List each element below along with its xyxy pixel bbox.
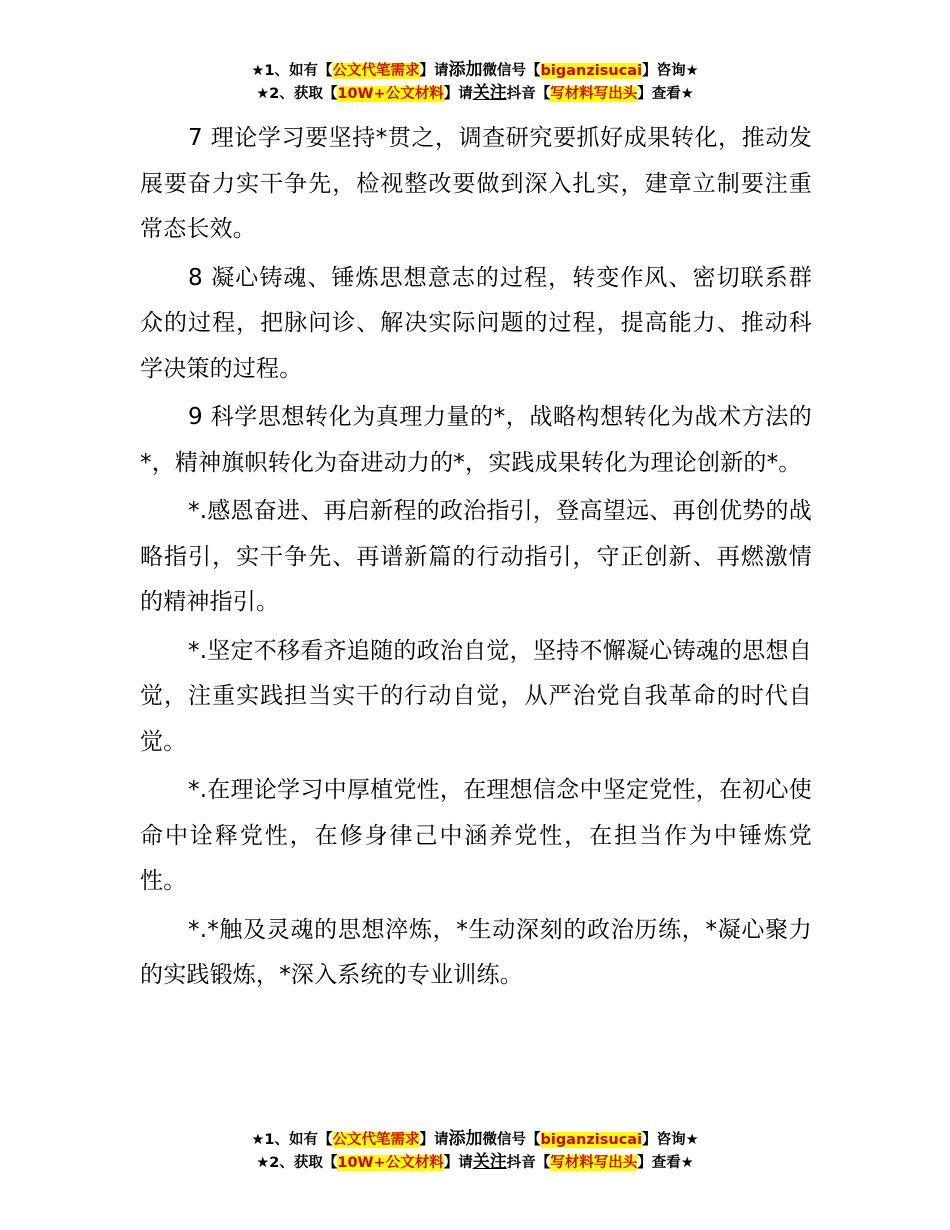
highlight-ghostwriting: 公文代笔需求 [332, 1132, 420, 1148]
highlight-douyin: 写材料写出头 [550, 86, 638, 102]
highlight-wechat-id: biganzisucai [540, 1132, 643, 1148]
paragraph-8: 8 凝心铸魂、锤炼思想意志的过程，转变作风、密切联系群众的过程，把脉问诊、解决实际问题的过程，提高能力、推动科学决策的过程。 [140, 264, 812, 382]
footer-line-1: ★1、如有【公文代笔需求】请添加微信号【biganzisucai】咨询★ [251, 1129, 699, 1149]
header-line-1: ★1、如有【公文代笔需求】请添加微信号【biganzisucai】咨询★ [251, 60, 699, 80]
highlight-wechat-id: biganzisucai [540, 63, 643, 79]
highlight-douyin: 写材料写出头 [550, 1155, 638, 1171]
document-body [140, 116, 812, 999]
footer-line-2: ★2、获取【10W+公文材料】请关注抖音【写材料写出头】查看★ [256, 1152, 694, 1172]
highlight-ghostwriting: 公文代笔需求 [332, 63, 420, 79]
footer-banner [0, 1128, 950, 1174]
paragraph-party-spirit: *.在理论学习中厚植党性，在理想信念中坚定党性，在初心使命中诠释党性，在修身律己中涵养党性，在担当作为中锤炼党性。 [140, 777, 812, 894]
paragraph-7: 7 理论学习要坚持*贯之，调查研究要抓好成果转化，推动发展要奋力实干争先，检视整改要做到深入扎实，建章立制要注重常态长效。 [140, 125, 812, 242]
paragraph-consciousness: *.坚定不移看齐追随的政治自觉，坚持不懈凝心铸魂的思想自觉，注重实践担当实干的行动自觉，从严治党自我革命的时代自觉。 [140, 637, 812, 755]
highlight-materials: 10W+公文材料 [337, 86, 444, 102]
header-line-2: ★2、获取【10W+公文材料】请关注抖音【写材料写出头】查看★ [256, 83, 694, 103]
paragraph-training: *.*触及灵魂的思想淬炼，*生动深刻的政治历练，*凝心聚力的实践锻炼，*深入系统的专业训练。 [140, 916, 812, 988]
header-banner [0, 59, 950, 105]
highlight-materials: 10W+公文材料 [337, 1155, 444, 1171]
paragraph-guidance: *.感恩奋进、再启新程的政治指引，登高望远、再创优势的战略指引，实干争先、再谱新篇的行动指引，守正创新、再燃激情的精神指引。 [140, 498, 812, 615]
paragraph-9: 9 科学思想转化为真理力量的*，战略构想转化为战术方法的*，精神旗帜转化为奋进动力的*，实践成果转化为理论创新的*。 [140, 404, 812, 476]
